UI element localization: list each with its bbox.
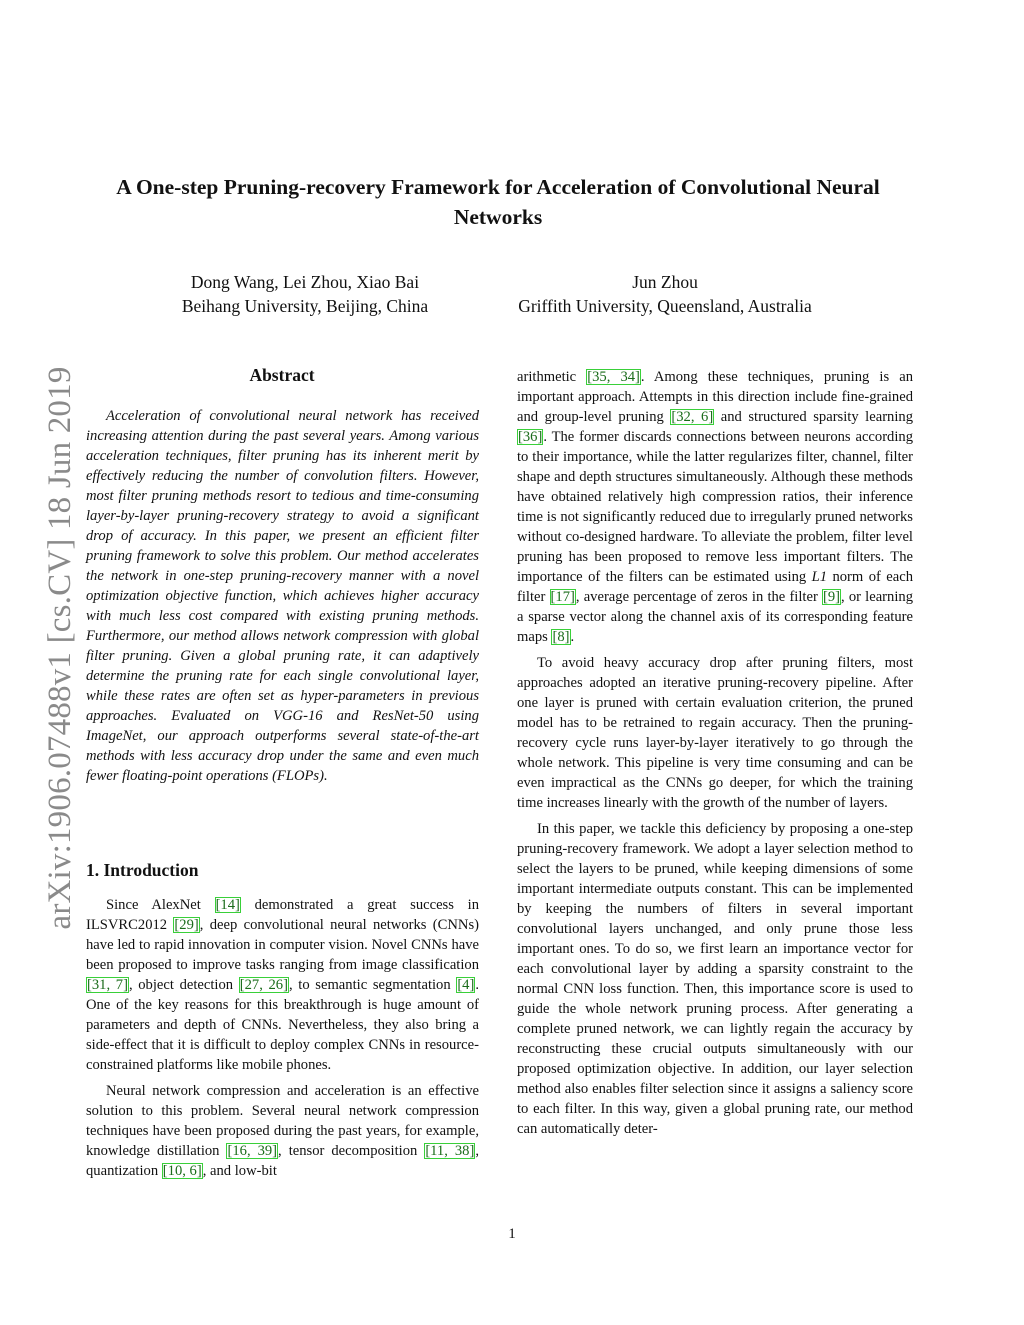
author-block-right (470, 270, 860, 318)
citation-link[interactable]: [11, 38] (425, 1143, 475, 1159)
left-column-body (86, 895, 479, 1181)
text-run: Since AlexNet (106, 897, 215, 913)
citation-link[interactable]: [9] (822, 589, 841, 605)
text-run: . Among these techniques, pruning is an important approach. Attempts in this direction include fine-grained and group-level pruning (517, 369, 913, 425)
paragraph-2 (86, 1081, 479, 1181)
citation-link[interactable]: [16, 39] (227, 1143, 278, 1159)
abstract-heading: Abstract (249, 365, 315, 385)
paragraph-1 (86, 895, 479, 1075)
paragraph-5: In this paper, we tackle this deficiency by proposing a one-step pruning-recovery framework. We adopt a layer selection method to select the layers to be pruned, while keeping dimensions of some important intermediate outputs constant. This can be implemented by keeping the numbers of filters in several important convolutional layers unchanged, and only prune those less important ones. To do so, we first learn an importance vector for each convolutional layer by adding a sparsity constraint to the normal CNN loss function. Then, this importance score is used to guide the whole network pruning process. After generating a complete pruned network, we can lightly regain the accuracy by reconstructing these crucial outputs simultaneously with our proposed optimization objective. In addition, our layer selection method also enables filter selection since it assigns a saliency score to each filter. In this way, given a global pruning rate, our method can automatically deter- (517, 821, 913, 1137)
text-run: , object detection (128, 977, 239, 993)
text-run: Neural network compression and acceleration is an effective solution to this problem. Several neural network compression techniques have been proposed during the past years, for example, knowledge distillation (86, 1083, 479, 1159)
citation-link[interactable]: [14] (215, 897, 240, 913)
citation-link[interactable]: [17] (550, 589, 575, 605)
text-run: arithmetic (517, 369, 587, 385)
author-affiliation: Beihang University, Beijing, China (181, 296, 429, 316)
text-run: , or learning a sparse vector along the channel axis of its corresponding feature maps (517, 589, 913, 645)
text-run: demonstrated a great success in ILSVRC2012 (86, 897, 480, 933)
citation-link[interactable]: [4] (457, 977, 475, 993)
citation-link[interactable]: [8] (552, 629, 570, 645)
author-names: Dong Wang, Lei Zhou, Xiao Bai (190, 272, 420, 292)
citation-link[interactable]: [31, 7] (87, 977, 128, 993)
paragraph-4: To avoid heavy accuracy drop after pruning filters, most approaches adopted an iterative pruning-recovery pipeline. After one layer is pruned with certain evaluation criterion, the pruned model has to be retrained to regain accuracy. Then the pruning-recovery cycle runs layer-by-layer iteratively to go through the whole network. This pipeline is very time consuming and can be even impractical as the CNNs go deeper, for which the training time increases linearly with the growth of the number of layers. (517, 655, 913, 811)
text-run: , average percentage of zeros in the filter (575, 589, 822, 605)
right-column-body (517, 367, 913, 1139)
text-run: , deep convolutional neural networks (CNNs) have led to rapid innovation in computer vision. Novel CNNs have been proposed to improve tasks ranging from image classification (86, 917, 480, 973)
text-run: , and low-bit (202, 1163, 277, 1179)
text-run: . One of the key reasons for this breakthrough is huge amount of parameters and depth of CNNs. Nevertheless, they also bring a side-effect that it is difficult to deploy complex CNNs in resource-constrained platforms like mobile phones. (86, 977, 479, 1073)
author-names: Jun Zhou (632, 272, 698, 292)
text-run: norm of each filter (517, 569, 914, 605)
author-affiliation: Griffith University, Queensland, Australia (518, 296, 812, 316)
arxiv-identifier: arXiv:1906.07488v1 [cs.CV] 18 Jun 2019 (42, 366, 78, 930)
abstract-text (86, 406, 479, 786)
text-run: , quantization (86, 1143, 479, 1179)
citation-link[interactable]: [32, 6] (671, 409, 714, 425)
abstract-paragraph: Acceleration of convolutional neural network has received increasing attention during the past several years. Among various acceleration techniques, filter pruning has its inherent merit by effectively reducing the number of convolution filters. However, most filter pruning methods resort to tedious and time-consuming layer-by-layer pruning-recovery strategy to avoid a significant drop of accuracy. In this paper, we present an efficient filter pruning framework to solve this problem. Our method accelerates the network in one-step pruning-recovery manner with a novel optimization objective function, which achieves higher accuracy with much less cost compared with existing pruning methods. Furthermore, our method allows network compression with global filter pruning. Given a global pruning rate, it can adaptively determine the pruning rate for each single convolutional layer, while these rates are often set as hyper-parameters in previous approaches. Evaluated on VGG-16 and ResNet-50 using ImageNet, our approach outperforms several state-of-the-art methods with less accuracy drop under the same and even much fewer floating-point operations (FLOPs). (86, 408, 479, 784)
text-run: , tensor decomposition (278, 1143, 425, 1159)
math-l1: L1 (811, 569, 828, 585)
author-block-left (120, 270, 490, 318)
introduction-heading: 1. Introduction (86, 860, 199, 880)
citation-link[interactable]: [36] (518, 429, 543, 445)
citation-link[interactable]: [35, 34] (587, 369, 640, 385)
citation-link[interactable]: [27, 26] (239, 977, 288, 993)
citation-link[interactable]: [10, 6] (162, 1163, 202, 1179)
text-run: , to semantic segmentation (288, 977, 457, 993)
paper-title: A One-step Pruning-recovery Framework for Acceleration of Convolutional Neural Networks (116, 175, 880, 229)
citation-link[interactable]: [29] (174, 917, 199, 933)
text-run: . (570, 629, 575, 645)
text-run: and structured sparsity learning (714, 409, 913, 425)
text-run: . The former discards connections between neurons according to their importance, while the latter regularizes filter, channel, filter shape and depth structures simultaneously. Although these methods have obtained relatively high compression ratios, their inference time is not significantly reduced due to irregularly pruned networks without co-designed hardware. To alleviate the problem, filter level pruning has been proposed to remove less important filters. The importance of the filters can be estimated using (517, 429, 913, 585)
page-number: 1 (508, 1226, 516, 1242)
paragraph-3 (517, 367, 913, 647)
